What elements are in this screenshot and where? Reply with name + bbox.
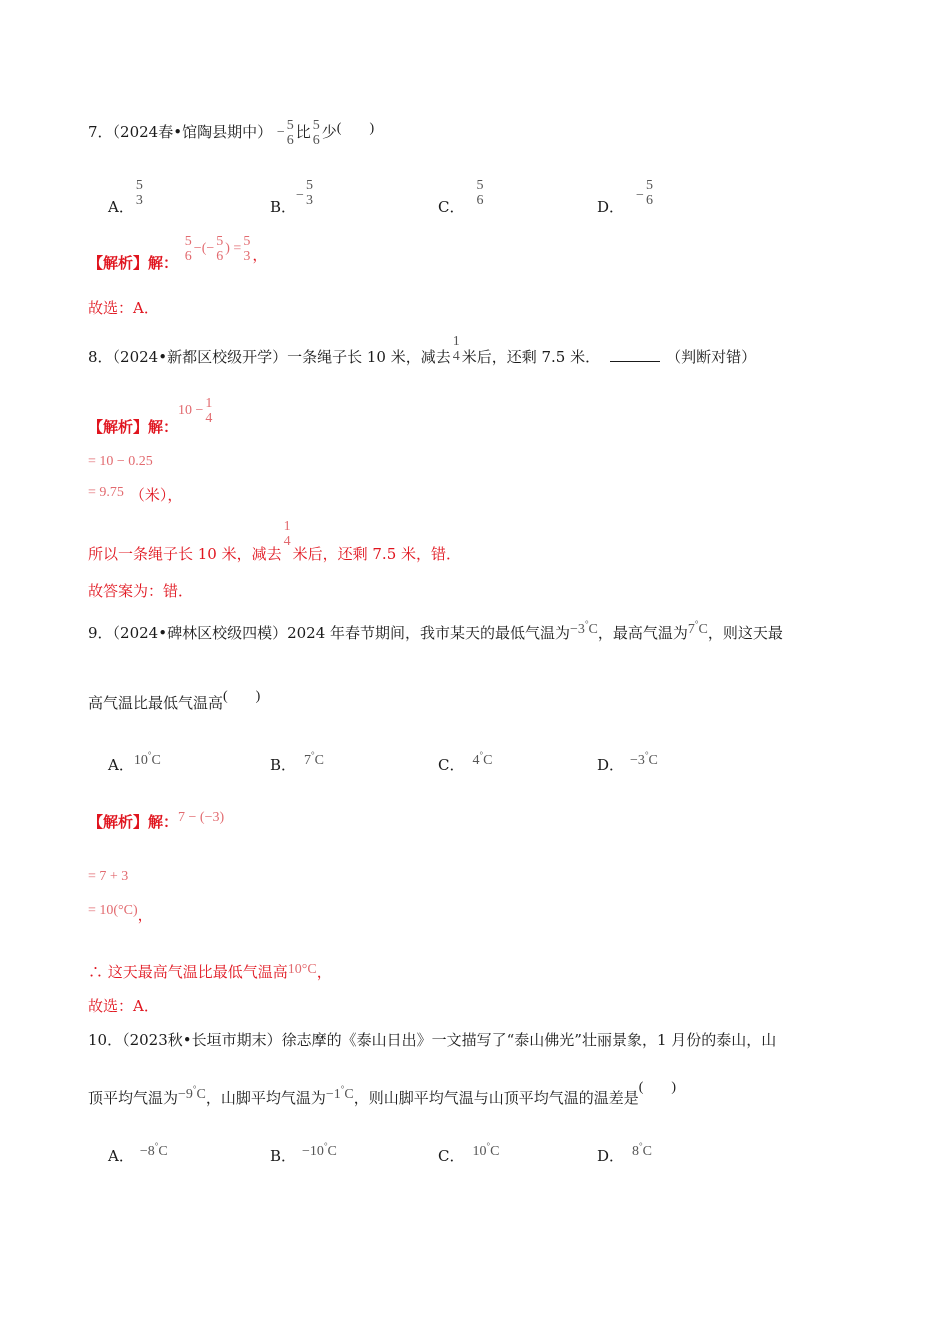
q10-stem-line2: 顶平均气温为−9°C，山脚平均气温为−1°C，则山脚平均气温与山顶平均气温的温差是( ) bbox=[88, 1080, 677, 1107]
q7-option-a[interactable]: A． 5 3 bbox=[108, 178, 143, 216]
q9-option-c[interactable]: C． 4°C bbox=[438, 750, 493, 774]
q10-option-b[interactable]: B． −10°C bbox=[270, 1141, 337, 1165]
q9-answer: 故选：A． bbox=[88, 997, 159, 1015]
q7-end-text: 少 bbox=[321, 123, 337, 141]
q7-neg-sign: − bbox=[276, 125, 285, 140]
q7-analysis bbox=[88, 234, 268, 272]
q9-stem-line1: 9．（2024•碑林区校级四模）2024 年春节期间，我市某天的最低气温为−3°C，最高气温为7°C，则这天最 bbox=[88, 619, 783, 642]
q10-option-a[interactable]: A． −8°C bbox=[108, 1141, 168, 1165]
q7-analysis-label: 【解析】解： bbox=[88, 254, 179, 272]
q10-option-d[interactable]: D． 8°C bbox=[597, 1141, 652, 1165]
q10-answer-paren: ( ) bbox=[638, 1080, 677, 1095]
q7-option-a-fraction: 5 3 bbox=[135, 178, 143, 208]
q8-answer-blank[interactable] bbox=[610, 347, 660, 362]
q9-option-a[interactable]: A．10°C bbox=[108, 750, 161, 774]
q7-option-c[interactable]: C． 5 6 bbox=[438, 178, 484, 216]
q8-step2: = 10 − 0.25 bbox=[88, 454, 153, 469]
q8-analysis: 【解析】解：10 − 1 4 bbox=[88, 396, 213, 436]
q7-mid-text: 比 bbox=[295, 123, 311, 141]
q10-top-temp: −9°C bbox=[178, 1084, 206, 1102]
q8-step3: = 9.75 （米）， bbox=[88, 485, 183, 504]
q7-source: （2024春•馆陶县期中） bbox=[112, 123, 273, 141]
q8-conclusion: 所以一条绳子长 10 米，减去 1 4 米后，还剩 7.5 米，错． bbox=[88, 519, 462, 563]
q9-step2: = 7 + 3 bbox=[88, 869, 129, 884]
q8-answer: 故答案为：错． bbox=[88, 582, 194, 600]
q7-fraction-1: 5 6 bbox=[286, 118, 294, 148]
q9-high-temp: 7°C bbox=[687, 619, 708, 637]
q9-option-b[interactable]: B． 7°C bbox=[270, 750, 324, 774]
q7-option-d[interactable]: D．− 5 6 bbox=[597, 178, 653, 216]
q7-answer-paren: ( ) bbox=[336, 121, 375, 136]
q9-step3: = 10(°C)， bbox=[88, 903, 153, 924]
q9-option-d[interactable]: D． −3°C bbox=[597, 750, 658, 774]
q9-answer-paren: ( ) bbox=[223, 689, 261, 704]
q7-fraction-2: 5 6 bbox=[312, 118, 320, 148]
q9-stem-line2: 高气温比最低气温高( ) bbox=[88, 689, 261, 712]
q10-foot-temp: −1°C bbox=[325, 1084, 354, 1102]
q9-low-temp: −3°C bbox=[570, 619, 598, 637]
q7-number: 7． bbox=[88, 123, 113, 141]
q7-analysis-expr: 5 6 −(− 5 6 ) = 5 3 ， bbox=[184, 234, 268, 264]
q7-answer: 故选：A． bbox=[88, 299, 159, 317]
q10-option-c[interactable]: C． 10°C bbox=[438, 1141, 500, 1165]
q8-stem: 8．（2024•新都区校级开学）一条绳子长 10 米，减去 1 4 米后，还剩 7.5 米． （判断对错） bbox=[88, 334, 757, 366]
q7-stem bbox=[88, 118, 374, 148]
q9-conclusion: ∴ 这天最高气温比最低气温高10°C， bbox=[88, 962, 332, 981]
q9-analysis: 【解析】解：7 − (−3) bbox=[88, 810, 225, 831]
q7-option-b-fraction: 5 3 bbox=[305, 178, 313, 208]
q8-fraction: 1 4 bbox=[452, 334, 460, 364]
q7-option-d-fraction: 5 6 bbox=[645, 178, 653, 208]
q7-option-c-fraction: 5 6 bbox=[476, 178, 484, 208]
q10-stem-line1: 10．（2023秋•长垣市期末）徐志摩的《泰山日出》一文描写了“泰山佛光”壮丽景象，1 月份的泰山，山 bbox=[88, 1031, 777, 1049]
q7-option-b[interactable]: B．− 5 3 bbox=[270, 178, 313, 216]
